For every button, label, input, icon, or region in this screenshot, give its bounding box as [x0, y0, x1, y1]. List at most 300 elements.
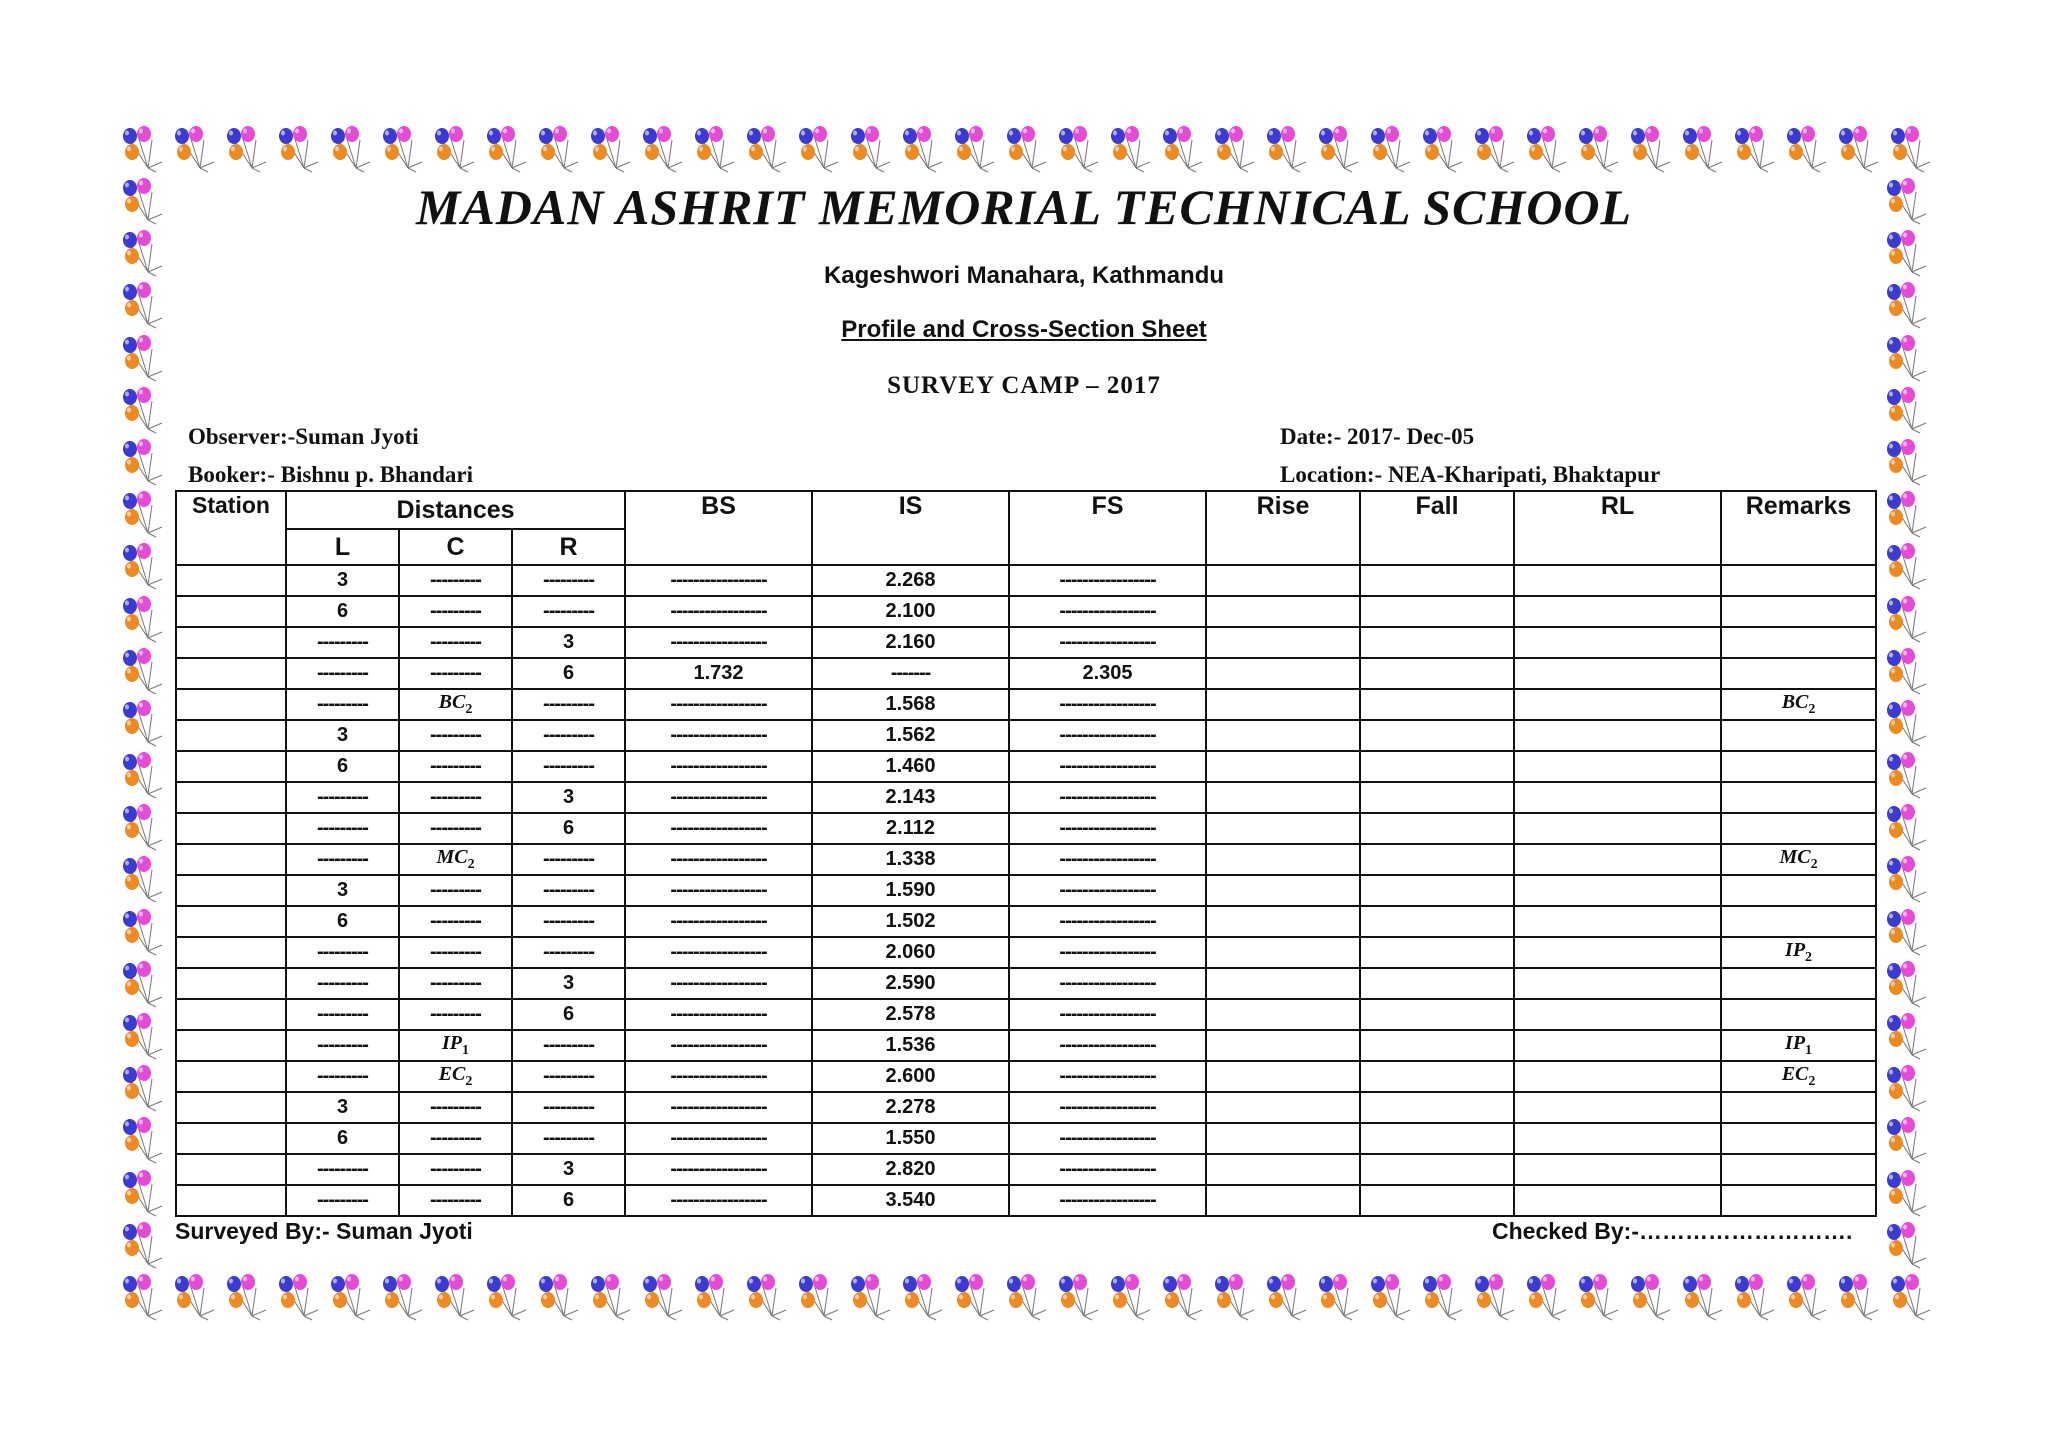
cell-fs: -----------------: [1009, 1030, 1206, 1061]
school-address: Kageshwori Manahara, Kathmandu: [823, 262, 1225, 289]
balloon-bunch-icon: [274, 1270, 326, 1322]
balloon-bunch-icon: [378, 1270, 430, 1322]
cell-rl: [1514, 689, 1721, 720]
balloon-bunch-icon: [534, 1270, 586, 1322]
cell-c: [399, 844, 512, 875]
cell-is: 2.578: [812, 999, 1009, 1030]
cell-station: [176, 720, 286, 751]
cell-fs: -----------------: [1009, 720, 1206, 751]
balloon-bunch-icon: [1626, 122, 1678, 174]
balloon-bunch-icon: [118, 1270, 170, 1322]
balloon-bunch-icon: [950, 122, 1002, 174]
table-row: [176, 1154, 1876, 1185]
cell-remarks: [1721, 720, 1876, 751]
cell-r: ---------: [512, 1061, 625, 1092]
balloon-bunch-icon: [1262, 122, 1314, 174]
cell-rise: [1206, 1061, 1360, 1092]
table-row: [176, 596, 1876, 627]
cell-fs: -----------------: [1009, 1061, 1206, 1092]
cell-fs: -----------------: [1009, 689, 1206, 720]
cell-l: ---------: [286, 627, 399, 658]
balloon-bunch-icon: [1882, 696, 1934, 748]
cell-bs: -----------------: [625, 937, 812, 968]
balloon-bunch-icon: [118, 957, 170, 1009]
cell-r: ---------: [512, 689, 625, 720]
balloon-bunch-icon: [118, 644, 170, 696]
balloon-bunch-icon: [690, 1270, 742, 1322]
balloon-bunch-icon: [1002, 1270, 1054, 1322]
cell-rl: [1514, 875, 1721, 906]
cell-rise: [1206, 844, 1360, 875]
cell-l: 3: [286, 875, 399, 906]
cell-remarks: [1721, 627, 1876, 658]
cell-bs: -----------------: [625, 999, 812, 1030]
cell-rl: [1514, 1123, 1721, 1154]
balloon-bunch-icon: [794, 1270, 846, 1322]
cell-l: 6: [286, 596, 399, 627]
table-row: [176, 1061, 1876, 1092]
cell-c: ---------: [399, 782, 512, 813]
balloon-bunch-icon: [1158, 1270, 1210, 1322]
cell-c: ---------: [399, 658, 512, 689]
cell-is: -------: [812, 658, 1009, 689]
cell-l: ---------: [286, 999, 399, 1030]
cell-r: ---------: [512, 596, 625, 627]
cell-remarks: [1721, 1123, 1876, 1154]
balloon-bunch-icon: [1314, 1270, 1366, 1322]
cell-bs: -----------------: [625, 844, 812, 875]
cell-l: ---------: [286, 1061, 399, 1092]
cell-fs: -----------------: [1009, 751, 1206, 782]
cell-fall: [1360, 999, 1514, 1030]
label-main: EC: [438, 1063, 466, 1085]
cell-rl: [1514, 1061, 1721, 1092]
cell-rl: [1514, 596, 1721, 627]
cell-is: 2.143: [812, 782, 1009, 813]
cell-r: 6: [512, 658, 625, 689]
cell-rise: [1206, 658, 1360, 689]
cell-fs: -----------------: [1009, 1185, 1206, 1216]
cell-c: ---------: [399, 1154, 512, 1185]
cell-fall: [1360, 906, 1514, 937]
cell-bs: -----------------: [625, 782, 812, 813]
balloon-bunch-icon: [1886, 122, 1938, 174]
profile-table: [175, 490, 1877, 1217]
cell-is: 1.568: [812, 689, 1009, 720]
cell-bs: -----------------: [625, 1185, 812, 1216]
cell-is: 2.060: [812, 937, 1009, 968]
cell-remarks: [1721, 875, 1876, 906]
cell-c: ---------: [399, 751, 512, 782]
cell-r: 3: [512, 968, 625, 999]
balloon-bunch-icon: [118, 748, 170, 800]
cell-r: 6: [512, 999, 625, 1030]
balloon-bunch-icon: [1678, 122, 1730, 174]
balloon-bunch-icon: [1418, 122, 1470, 174]
balloon-bunch-icon: [690, 122, 742, 174]
cell-fall: [1360, 596, 1514, 627]
balloon-bunch-icon: [1262, 1270, 1314, 1322]
cell-rl: [1514, 565, 1721, 596]
cell-fs: -----------------: [1009, 627, 1206, 658]
balloon-border-bottom: [118, 1270, 1934, 1322]
header-distances: Distances: [286, 491, 625, 529]
cell-bs: -----------------: [625, 1154, 812, 1185]
balloon-bunch-icon: [118, 1061, 170, 1113]
cell-is: 2.820: [812, 1154, 1009, 1185]
cell-fall: [1360, 720, 1514, 751]
cell-c: ---------: [399, 813, 512, 844]
balloon-bunch-icon: [1834, 122, 1886, 174]
label-main: IP: [442, 1032, 462, 1054]
cell-station: [176, 658, 286, 689]
cell-r: ---------: [512, 906, 625, 937]
balloon-bunch-icon: [1882, 487, 1934, 539]
cell-remarks: [1721, 999, 1876, 1030]
cell-bs: -----------------: [625, 813, 812, 844]
cell-l: ---------: [286, 937, 399, 968]
balloon-bunch-icon: [1106, 122, 1158, 174]
cell-fall: [1360, 565, 1514, 596]
cell-fall: [1360, 1030, 1514, 1061]
balloon-bunch-icon: [846, 1270, 898, 1322]
cell-c: [399, 1030, 512, 1061]
table-row: [176, 937, 1876, 968]
cell-station: [176, 906, 286, 937]
cell-remarks: [1721, 689, 1876, 720]
label-subscript: 1: [1805, 1043, 1813, 1058]
cell-fall: [1360, 875, 1514, 906]
cell-l: 3: [286, 565, 399, 596]
cell-l: ---------: [286, 844, 399, 875]
balloon-bunch-icon: [118, 1218, 170, 1270]
cell-bs: -----------------: [625, 1030, 812, 1061]
balloon-bunch-icon: [1470, 1270, 1522, 1322]
balloon-bunch-icon: [326, 1270, 378, 1322]
cell-rl: [1514, 782, 1721, 813]
cell-station: [176, 875, 286, 906]
cell-station: [176, 1154, 286, 1185]
table-row: [176, 689, 1876, 720]
balloon-bunch-icon: [1882, 1166, 1934, 1218]
cell-r: ---------: [512, 1123, 625, 1154]
cell-rise: [1206, 1030, 1360, 1061]
balloon-border-top: [118, 122, 1934, 174]
label-main: BC: [438, 691, 466, 713]
cell-fs: -----------------: [1009, 906, 1206, 937]
balloon-bunch-icon: [586, 1270, 638, 1322]
cell-r: 3: [512, 1154, 625, 1185]
balloon-bunch-icon: [1366, 122, 1418, 174]
cell-is: 2.268: [812, 565, 1009, 596]
cell-fall: [1360, 1154, 1514, 1185]
table-row: [176, 565, 1876, 596]
cell-fall: [1360, 1185, 1514, 1216]
cell-fall: [1360, 689, 1514, 720]
balloon-bunch-icon: [430, 122, 482, 174]
cell-l: ---------: [286, 689, 399, 720]
cell-bs: -----------------: [625, 1123, 812, 1154]
cell-c: ---------: [399, 1185, 512, 1216]
balloon-bunch-icon: [1882, 1218, 1934, 1270]
cell-l: ---------: [286, 813, 399, 844]
cell-rise: [1206, 1154, 1360, 1185]
cell-fs: -----------------: [1009, 782, 1206, 813]
cell-l: 3: [286, 1092, 399, 1123]
cell-rl: [1514, 751, 1721, 782]
cell-c: ---------: [399, 906, 512, 937]
cell-is: 1.338: [812, 844, 1009, 875]
cell-fall: [1360, 782, 1514, 813]
balloon-bunch-icon: [1882, 1009, 1934, 1061]
cell-fall: [1360, 751, 1514, 782]
cell-l: 6: [286, 906, 399, 937]
cell-fs: 2.305: [1009, 658, 1206, 689]
label-subscript: 2: [1810, 857, 1818, 872]
cell-is: 1.562: [812, 720, 1009, 751]
balloon-bunch-icon: [118, 696, 170, 748]
cell-fs: -----------------: [1009, 1123, 1206, 1154]
header-l: L: [286, 529, 399, 565]
balloon-bunch-icon: [1730, 1270, 1782, 1322]
cell-c: [399, 689, 512, 720]
balloon-bunch-icon: [534, 122, 586, 174]
balloon-bunch-icon: [1574, 1270, 1626, 1322]
balloon-bunch-icon: [1366, 1270, 1418, 1322]
cell-r: ---------: [512, 751, 625, 782]
label-main: IP: [1785, 939, 1806, 961]
cell-rise: [1206, 627, 1360, 658]
cell-l: 6: [286, 1123, 399, 1154]
balloon-bunch-icon: [950, 1270, 1002, 1322]
label-main: MC: [436, 846, 468, 868]
balloon-bunch-icon: [1314, 122, 1366, 174]
header-r: R: [512, 529, 625, 565]
header-rl: RL: [1514, 491, 1721, 565]
cell-rise: [1206, 999, 1360, 1030]
balloon-bunch-icon: [1882, 644, 1934, 696]
label-main: BC: [1781, 691, 1809, 713]
balloon-bunch-icon: [898, 122, 950, 174]
cell-is: 2.160: [812, 627, 1009, 658]
balloon-bunch-icon: [1418, 1270, 1470, 1322]
sheet-title: Profile and Cross-Section Sheet: [841, 316, 1207, 343]
header-rise: Rise: [1206, 491, 1360, 565]
balloon-bunch-icon: [482, 122, 534, 174]
balloon-bunch-icon: [1882, 539, 1934, 591]
cell-rise: [1206, 968, 1360, 999]
cell-rise: [1206, 1092, 1360, 1123]
cell-station: [176, 968, 286, 999]
table-row: [176, 720, 1876, 751]
cell-is: 2.600: [812, 1061, 1009, 1092]
balloon-bunch-icon: [118, 435, 170, 487]
table-row: [176, 875, 1876, 906]
balloon-bunch-icon: [1782, 122, 1834, 174]
cell-fall: [1360, 658, 1514, 689]
label-subscript: 1: [462, 1043, 469, 1058]
balloon-bunch-icon: [742, 1270, 794, 1322]
balloon-bunch-icon: [898, 1270, 950, 1322]
cell-remarks: [1721, 596, 1876, 627]
balloon-bunch-icon: [118, 122, 170, 174]
balloon-bunch-icon: [1522, 122, 1574, 174]
cell-c: [399, 1061, 512, 1092]
table-row: [176, 968, 1876, 999]
balloon-bunch-icon: [118, 1113, 170, 1165]
table-row: [176, 1092, 1876, 1123]
cell-remarks: [1721, 1061, 1876, 1092]
cell-fs: -----------------: [1009, 999, 1206, 1030]
balloon-bunch-icon: [638, 1270, 690, 1322]
header-fs: FS: [1009, 491, 1206, 565]
cell-fs: -----------------: [1009, 565, 1206, 596]
balloon-bunch-icon: [742, 122, 794, 174]
balloon-bunch-icon: [1834, 1270, 1886, 1322]
camp-title: SURVEY CAMP – 2017: [887, 372, 1161, 399]
cell-is: 1.502: [812, 906, 1009, 937]
cell-c: ---------: [399, 1123, 512, 1154]
cell-is: 2.278: [812, 1092, 1009, 1123]
cell-l: ---------: [286, 782, 399, 813]
cell-remarks: [1721, 1092, 1876, 1123]
balloon-bunch-icon: [794, 122, 846, 174]
location-label: Location:- NEA-Kharipati, Bhaktapur: [1280, 462, 1661, 487]
cell-remarks: [1721, 906, 1876, 937]
balloon-bunch-icon: [1882, 1061, 1934, 1113]
cell-c: ---------: [399, 1092, 512, 1123]
cell-bs: -----------------: [625, 720, 812, 751]
balloon-bunch-icon: [1882, 957, 1934, 1009]
cell-is: 1.536: [812, 1030, 1009, 1061]
cell-r: 6: [512, 813, 625, 844]
cell-c: ---------: [399, 565, 512, 596]
cell-fall: [1360, 937, 1514, 968]
cell-c: ---------: [399, 627, 512, 658]
header-fall: Fall: [1360, 491, 1514, 565]
cell-fall: [1360, 1061, 1514, 1092]
cell-rl: [1514, 1030, 1721, 1061]
balloon-bunch-icon: [1782, 1270, 1834, 1322]
cell-remarks: [1721, 565, 1876, 596]
cell-remarks: [1721, 968, 1876, 999]
cell-rl: [1514, 658, 1721, 689]
cell-l: 6: [286, 751, 399, 782]
cell-rl: [1514, 937, 1721, 968]
cell-rl: [1514, 720, 1721, 751]
cell-rl: [1514, 906, 1721, 937]
balloon-bunch-icon: [482, 1270, 534, 1322]
table-row: [176, 658, 1876, 689]
cell-l: ---------: [286, 1030, 399, 1061]
balloon-bunch-icon: [1882, 1113, 1934, 1165]
cell-remarks: [1721, 937, 1876, 968]
cell-fs: -----------------: [1009, 937, 1206, 968]
cell-fall: [1360, 627, 1514, 658]
balloon-bunch-icon: [222, 1270, 274, 1322]
cell-rl: [1514, 968, 1721, 999]
balloon-bunch-icon: [1678, 1270, 1730, 1322]
label-main: IP: [1785, 1032, 1806, 1054]
cell-is: 1.460: [812, 751, 1009, 782]
balloon-bunch-icon: [638, 122, 690, 174]
table-row: [176, 906, 1876, 937]
balloon-bunch-icon: [1882, 435, 1934, 487]
cell-bs: -----------------: [625, 1061, 812, 1092]
cell-rl: [1514, 1092, 1721, 1123]
cell-rl: [1514, 1154, 1721, 1185]
header-c: C: [399, 529, 512, 565]
cell-rise: [1206, 565, 1360, 596]
balloon-bunch-icon: [846, 122, 898, 174]
cell-bs: -----------------: [625, 906, 812, 937]
cell-rise: [1206, 1123, 1360, 1154]
cell-is: 2.590: [812, 968, 1009, 999]
balloon-bunch-icon: [118, 1009, 170, 1061]
cell-c: ---------: [399, 937, 512, 968]
cell-fs: -----------------: [1009, 1154, 1206, 1185]
balloon-bunch-icon: [1882, 905, 1934, 957]
balloon-bunch-icon: [326, 122, 378, 174]
cell-bs: -----------------: [625, 627, 812, 658]
cell-bs: -----------------: [625, 751, 812, 782]
label-subscript: 2: [465, 1074, 473, 1089]
cell-c: ---------: [399, 720, 512, 751]
cell-r: ---------: [512, 1092, 625, 1123]
cell-is: 1.590: [812, 875, 1009, 906]
label-subscript: 2: [1808, 702, 1816, 717]
observer-label: Observer:-Suman Jyoti: [188, 424, 419, 449]
header-is: IS: [812, 491, 1009, 565]
cell-rise: [1206, 720, 1360, 751]
cell-fall: [1360, 1123, 1514, 1154]
balloon-bunch-icon: [118, 487, 170, 539]
cell-l: ---------: [286, 1185, 399, 1216]
balloon-bunch-icon: [1626, 1270, 1678, 1322]
cell-station: [176, 782, 286, 813]
cell-remarks: [1721, 782, 1876, 813]
table-row: [176, 999, 1876, 1030]
cell-station: [176, 1061, 286, 1092]
balloon-bunch-icon: [1730, 122, 1782, 174]
balloon-bunch-icon: [1574, 122, 1626, 174]
cell-fs: -----------------: [1009, 1092, 1206, 1123]
date-label: Date:- 2017- Dec-05: [1280, 424, 1475, 449]
cell-r: 3: [512, 782, 625, 813]
cell-fs: -----------------: [1009, 596, 1206, 627]
cell-fs: -----------------: [1009, 968, 1206, 999]
cell-rise: [1206, 1185, 1360, 1216]
cell-remarks: [1721, 844, 1876, 875]
cell-station: [176, 813, 286, 844]
cell-r: 3: [512, 627, 625, 658]
cell-rl: [1514, 844, 1721, 875]
cell-is: 1.550: [812, 1123, 1009, 1154]
cell-l: 3: [286, 720, 399, 751]
cell-station: [176, 999, 286, 1030]
cell-rl: [1514, 1185, 1721, 1216]
cell-r: ---------: [512, 565, 625, 596]
label-subscript: 2: [1805, 950, 1813, 965]
cell-rise: [1206, 875, 1360, 906]
header-bs: BS: [625, 491, 812, 565]
balloon-bunch-icon: [222, 122, 274, 174]
balloon-bunch-icon: [378, 122, 430, 174]
cell-rise: [1206, 751, 1360, 782]
cell-l: ---------: [286, 968, 399, 999]
cell-station: [176, 1092, 286, 1123]
cell-bs: -----------------: [625, 596, 812, 627]
